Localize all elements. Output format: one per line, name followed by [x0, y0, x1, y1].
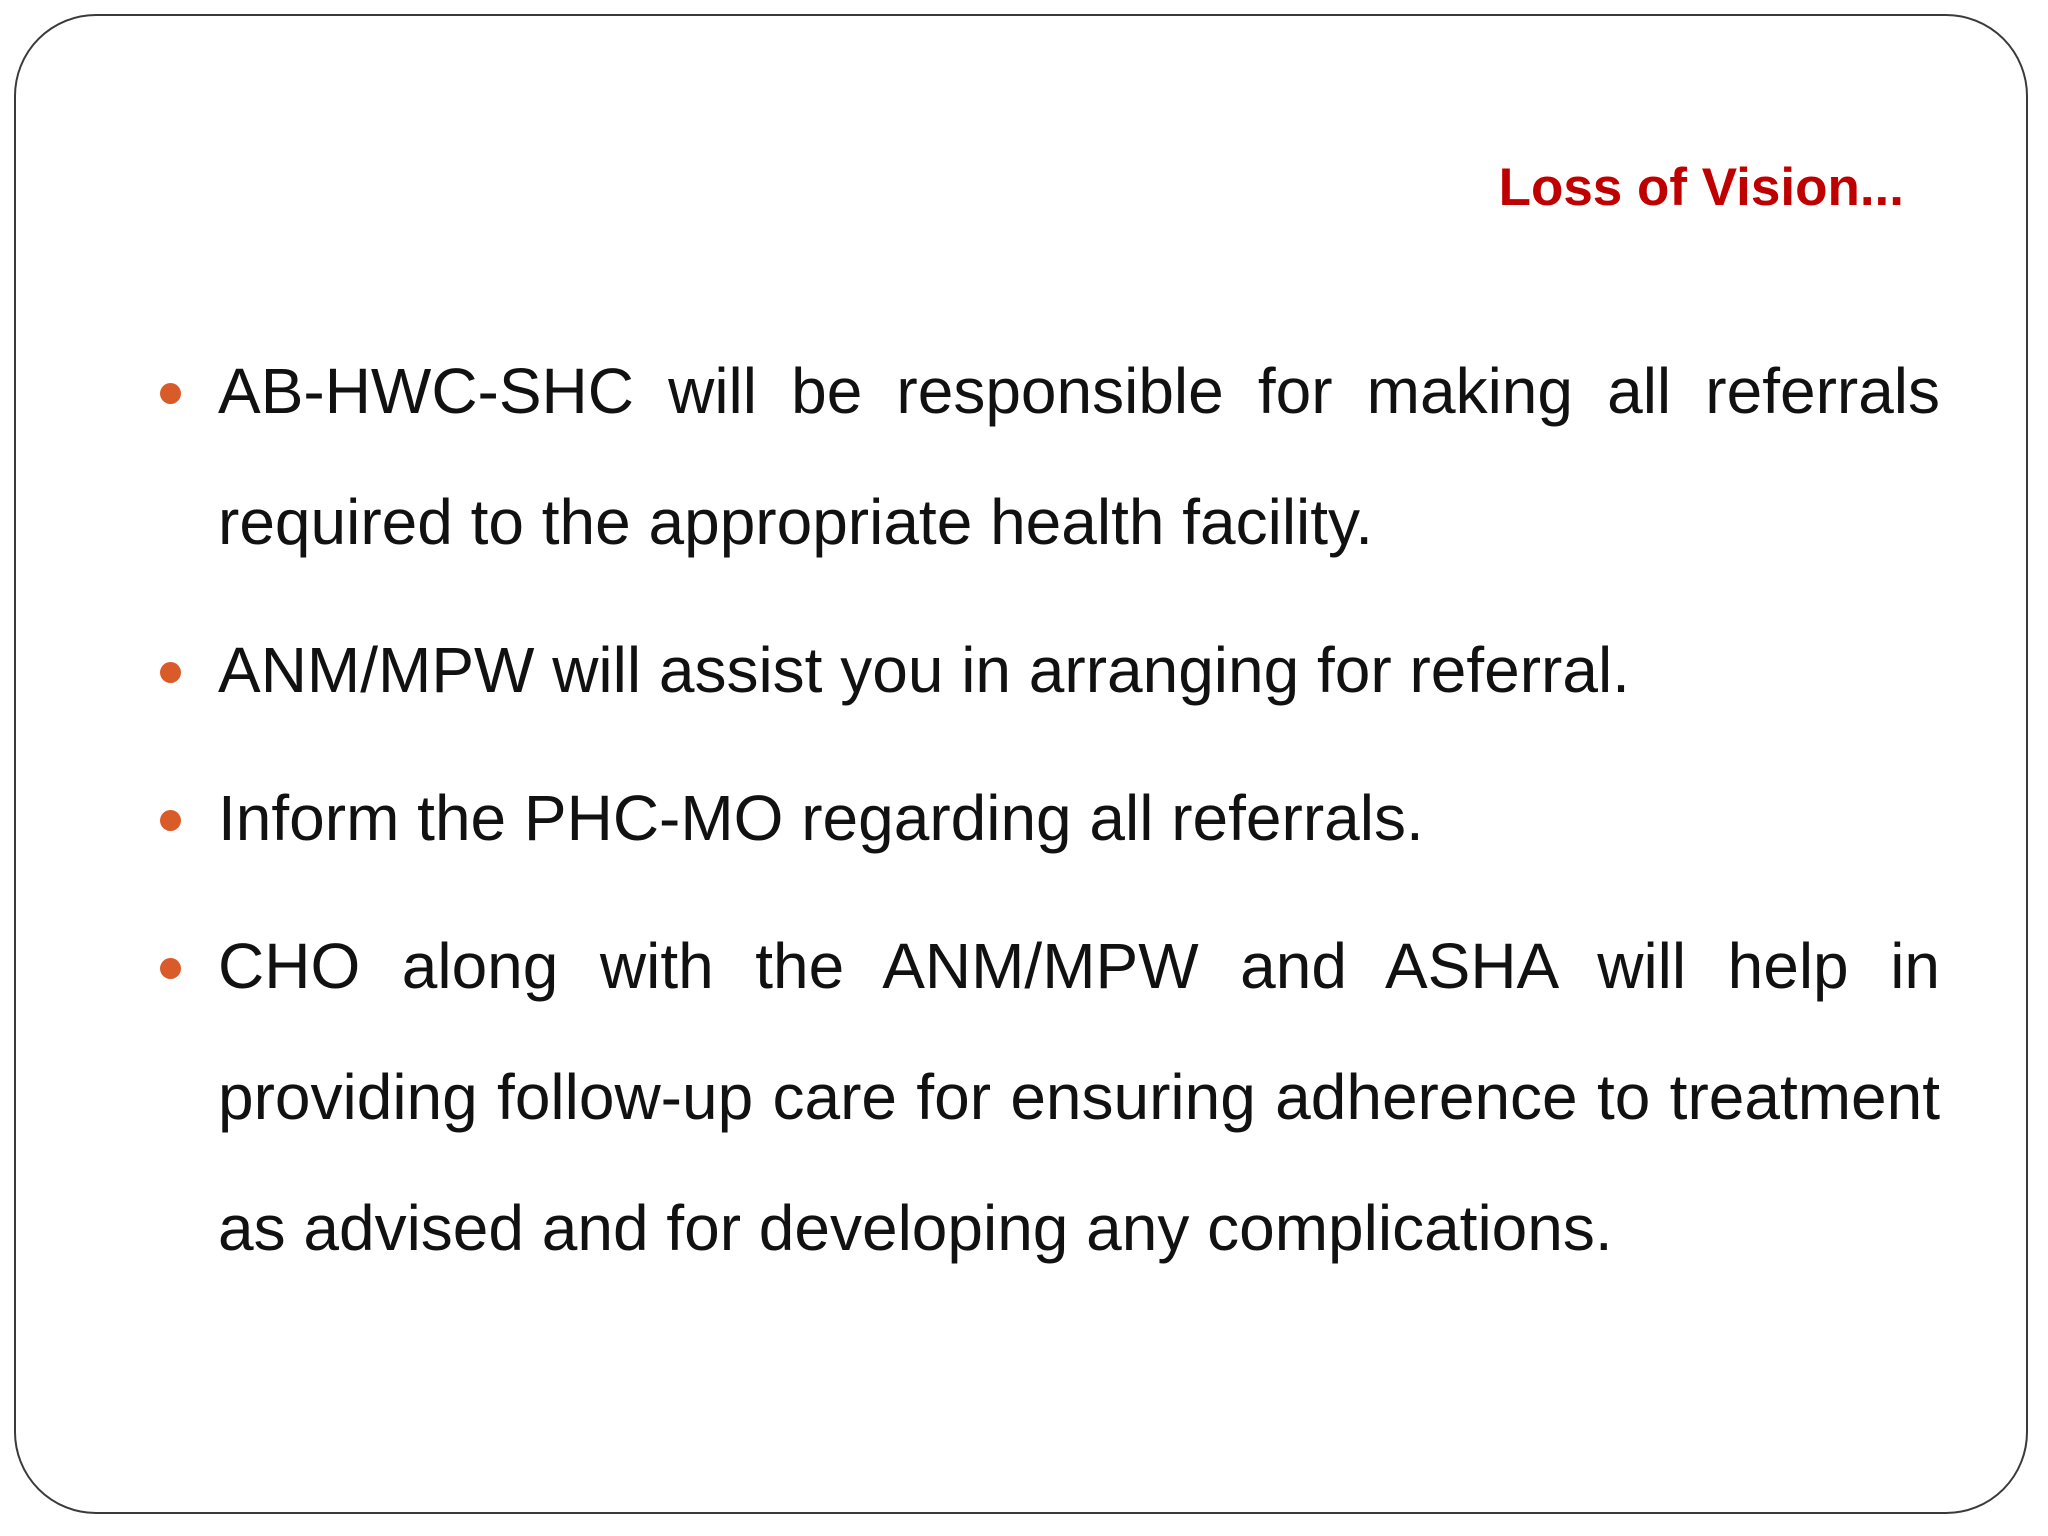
bullet-item-anm-mpw	[218, 605, 1940, 736]
bullet-icon	[160, 383, 181, 404]
bullet-icon	[160, 662, 181, 683]
bullet-icon	[160, 810, 181, 831]
bullet-icon	[160, 958, 181, 979]
bullet-text: AB-HWC-SHC will be responsible for making all referrals required to the appropriate health facility.	[218, 355, 1940, 558]
bullet-item-cho-follow-up	[218, 901, 1940, 1294]
bullet-text: CHO along with the ANM/MPW and ASHA will help in providing follow-up care for ensuring adherence to treatment as advised and for developing any complications.	[218, 930, 1940, 1264]
bullet-text: ANM/MPW will assist you in arranging for referral.	[218, 634, 1630, 706]
bullet-item-phc-mo	[218, 753, 1940, 884]
slide-title: Loss of Vision...	[1498, 158, 1904, 217]
bullet-text: Inform the PHC-MO regarding all referrals.	[218, 782, 1424, 854]
slide-frame	[14, 14, 2028, 1514]
bullet-item-referrals	[218, 326, 1940, 588]
bullet-list	[218, 326, 1940, 1311]
